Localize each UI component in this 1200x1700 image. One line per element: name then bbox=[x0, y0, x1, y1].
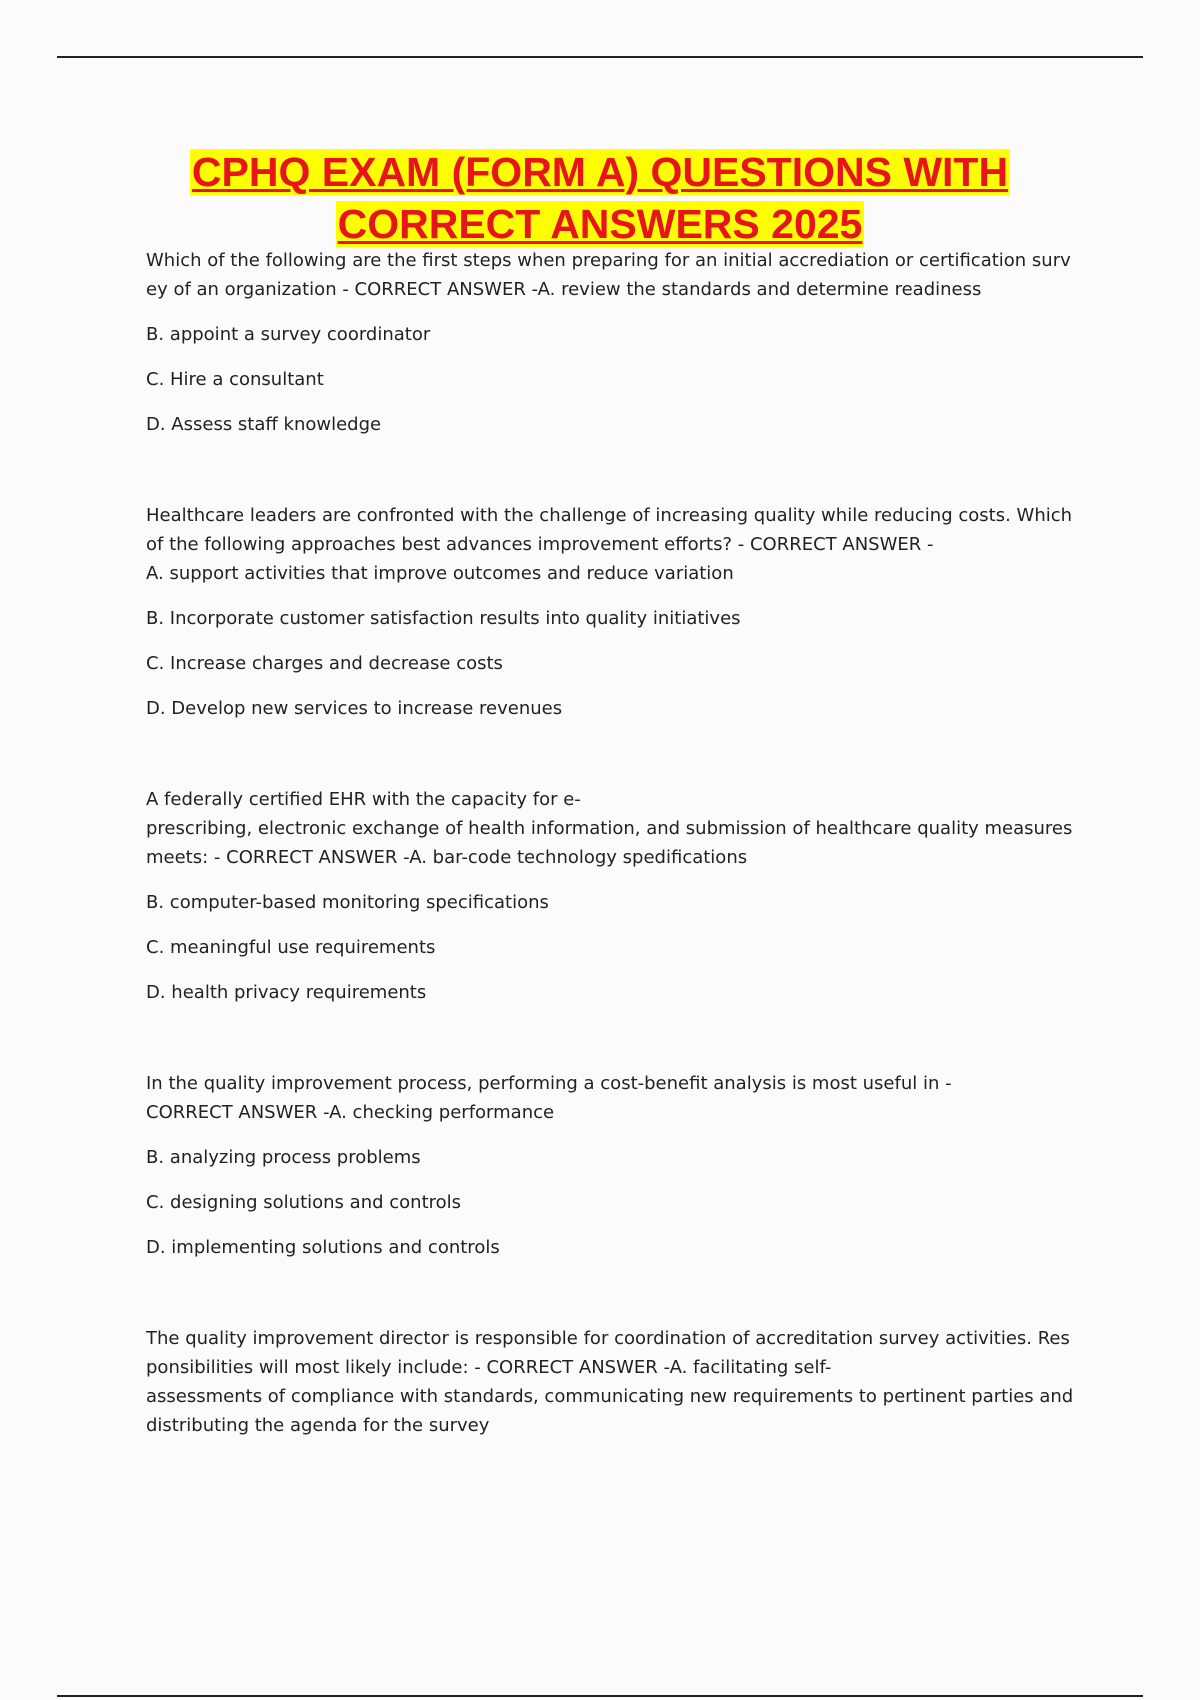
answer-option: D. implementing solutions and controls bbox=[146, 1237, 500, 1258]
question-text bbox=[146, 246, 1096, 304]
question-line: assessments of compliance with standards, communicating new requirements to pertinent parties and bbox=[146, 1386, 1074, 1407]
answer-option: B. analyzing process problems bbox=[146, 1147, 421, 1168]
question-text bbox=[146, 501, 1096, 588]
question-block bbox=[146, 246, 1096, 439]
question-text bbox=[146, 1069, 1096, 1127]
question-line: Which of the following are the first steps when preparing for an initial accrediation or certification surv bbox=[146, 250, 1071, 271]
answer-option: C. Hire a consultant bbox=[146, 369, 324, 390]
answer-option: C. Increase charges and decrease costs bbox=[146, 653, 503, 674]
question-line: ey of an organization - CORRECT ANSWER -A. review the standards and determine readiness bbox=[146, 279, 982, 300]
answer-option: C. designing solutions and controls bbox=[146, 1192, 462, 1213]
answer-option: D. health privacy requirements bbox=[146, 982, 427, 1003]
answer-option: D. Develop new services to increase revenues bbox=[146, 698, 563, 719]
bottom-rule bbox=[57, 1695, 1143, 1697]
question-list bbox=[146, 246, 1096, 1440]
question-text bbox=[146, 1324, 1096, 1440]
question-block bbox=[146, 501, 1096, 723]
question-line: The quality improvement director is responsible for coordination of accreditation survey activities. Res bbox=[146, 1328, 1070, 1349]
answer-option: D. Assess staff knowledge bbox=[146, 414, 382, 435]
question-line: distributing the agenda for the survey bbox=[146, 1415, 490, 1436]
answer-option: B. appoint a survey coordinator bbox=[146, 324, 431, 345]
question-line: Healthcare leaders are confronted with the challenge of increasing quality while reducing costs. Which bbox=[146, 505, 1073, 526]
question-line: CORRECT ANSWER -A. checking performance bbox=[146, 1102, 555, 1123]
answer-option: B. computer-based monitoring specifications bbox=[146, 892, 549, 913]
question-line: prescribing, electronic exchange of health information, and submission of healthcare quality measures bbox=[146, 818, 1073, 839]
question-line: of the following approaches best advances improvement efforts? - CORRECT ANSWER - bbox=[146, 534, 934, 555]
answer-option: B. Incorporate customer satisfaction results into quality initiatives bbox=[146, 608, 741, 629]
question-line: ponsibilities will most likely include: - CORRECT ANSWER -A. facilitating self- bbox=[146, 1357, 832, 1378]
question-block bbox=[146, 1069, 1096, 1262]
question-line: In the quality improvement process, performing a cost-benefit analysis is most useful in - bbox=[146, 1073, 952, 1094]
question-line: meets: - CORRECT ANSWER -A. bar-code technology spedifications bbox=[146, 847, 748, 868]
question-text bbox=[146, 785, 1096, 872]
question-line: A. support activities that improve outcomes and reduce variation bbox=[146, 563, 734, 584]
title-line-1: CPHQ EXAM (FORM A) QUESTIONS WITH bbox=[191, 149, 1009, 195]
document-title bbox=[0, 146, 1200, 250]
question-block bbox=[146, 1324, 1096, 1440]
question-block bbox=[146, 785, 1096, 1007]
question-line: A federally certified EHR with the capacity for e- bbox=[146, 789, 581, 810]
answer-option: C. meaningful use requirements bbox=[146, 937, 436, 958]
top-rule bbox=[57, 56, 1143, 58]
title-line-2: CORRECT ANSWERS 2025 bbox=[337, 201, 863, 247]
